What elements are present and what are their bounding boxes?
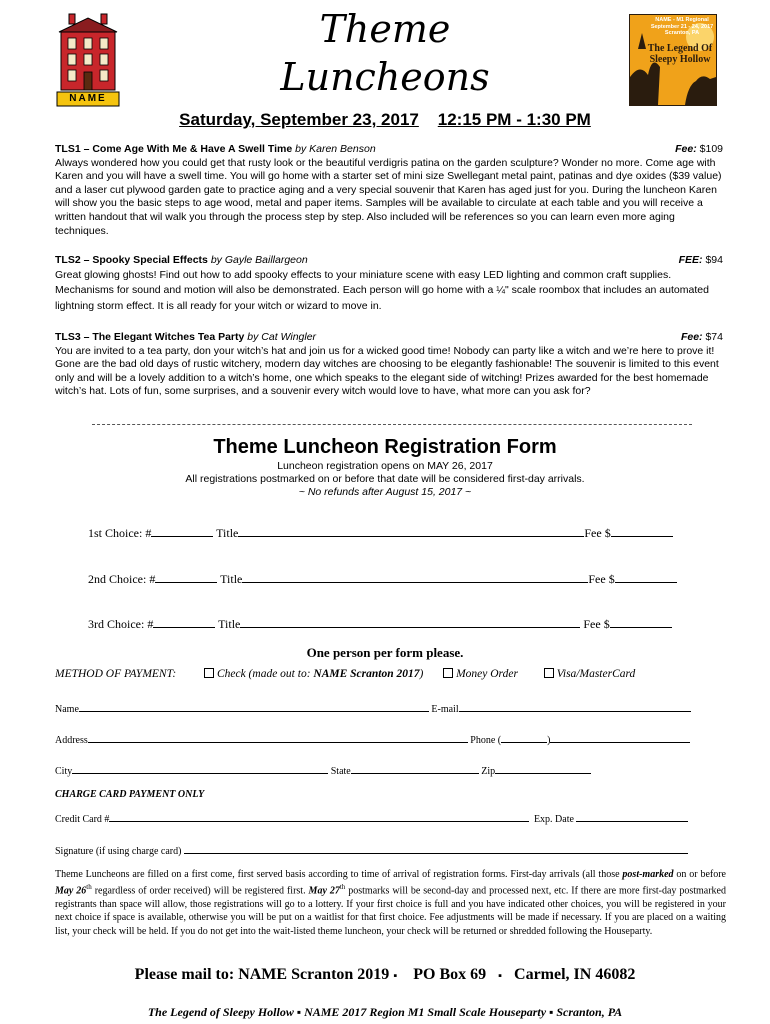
- credit-card-field[interactable]: [109, 810, 529, 822]
- event-time: 12:15 PM - 1:30 PM: [437, 110, 591, 129]
- name-email-row: Name E-mail: [55, 700, 691, 715]
- address-phone-row: Address Phone ( ): [55, 731, 690, 746]
- one-person-note: One person per form please.: [306, 645, 464, 660]
- event-tls3: [55, 331, 723, 399]
- event-instructor: by Karen Benson: [295, 143, 376, 155]
- mail-label: Please mail to: NAME Scranton 2019: [134, 966, 390, 983]
- po-box: PO Box 69: [413, 966, 487, 983]
- email-field[interactable]: [459, 700, 691, 712]
- check-option[interactable]: Check (made out to: NAME Scranton 2017): [204, 668, 423, 680]
- address-field[interactable]: [88, 731, 468, 743]
- state-field[interactable]: [351, 762, 479, 774]
- checkbox-icon[interactable]: [443, 668, 453, 678]
- bullet-icon: ▪: [498, 970, 503, 982]
- choice-fee-field[interactable]: [610, 616, 672, 628]
- payment-label: METHOD OF PAYMENT:: [55, 668, 177, 680]
- choice-row-1: 1st Choice: # Title Fee $: [88, 525, 673, 541]
- signature-row: Signature (if using charge card): [55, 842, 688, 857]
- card-option[interactable]: Visa/MasterCard: [544, 668, 636, 680]
- city-field[interactable]: [72, 762, 328, 774]
- event-title: TLS2 – Spooky Special Effects: [55, 254, 208, 266]
- cut-line-divider: [92, 424, 692, 425]
- choice-fee-field[interactable]: [615, 571, 677, 583]
- logo-text: NAME: [69, 93, 107, 104]
- refund-note: ~ No refunds after August 15, 2017 ~: [298, 486, 472, 498]
- event-date-line: [0, 110, 770, 130]
- event-tls1: [55, 143, 723, 238]
- city-state-zip-row: City State Zip: [55, 762, 591, 777]
- event-title: TLS3 – The Elegant Witches Tea Party: [55, 331, 245, 343]
- choice-number-field[interactable]: [151, 525, 213, 537]
- choice-row-3: 3rd Choice: # Title Fee $: [88, 616, 672, 632]
- choice-title-field[interactable]: [242, 571, 588, 583]
- badge-line3: Scranton, PA: [664, 30, 700, 36]
- money-order-option[interactable]: Money Order: [443, 668, 518, 680]
- badge-line2: September 21 - 24, 2017: [650, 23, 714, 30]
- event-tls2: [55, 254, 723, 314]
- event-description: You are invited to a tea party, don your witch’s hat and join us for a wicked good time! Nobody can party like a witch and we’re here to prove it! Gone are the bad old days of rustic witchery, modern day witches are choosing to be elegantly fashionable! The souvenir is limited to this event only and will be a lovely addition to a witch’s home, one which speaks to the elegant side of witching! Prizes awarded for the best homemade witch’s hat. Lots of fun, some surprises, and a souvenir every witch would love to have, what more can you ask for?: [55, 344, 719, 398]
- choice-title-field[interactable]: [238, 525, 584, 537]
- mail-city: Carmel, IN 46082: [514, 966, 636, 983]
- event-date: Saturday, September 23, 2017: [179, 110, 419, 129]
- signature-field[interactable]: [184, 842, 688, 854]
- badge-line1: NAME - M1 Regional: [655, 17, 709, 23]
- event-fee: $109: [699, 143, 723, 155]
- credit-card-row: Credit Card # Exp. Date: [55, 810, 688, 825]
- zip-field[interactable]: [495, 762, 591, 774]
- event-fee: $74: [705, 331, 723, 343]
- badge-title1: The Legend Of: [647, 43, 713, 54]
- fee-label: Fee:: [680, 331, 703, 343]
- choice-number-field[interactable]: [153, 616, 215, 628]
- badge-title2: Sleepy Hollow: [649, 54, 711, 65]
- registration-terms: Theme Luncheons are filled on a first come, first served basis according to time of arrival of registration forms. First-day arrivals (all those post-marked on or before May 26th regardless of order received) will be registered first. May 27th postmarks will be second-day and processed next, etc. If there are more first-day postmarked registrants than space will allow, those registrations will go to a lottery. If your first choice is full and you have indicated other choices, you will be registered in your next choice if space is available, otherwise you will be put on a waitlist for that first choice. Fee adjustments will be made if necessary. If you are placed on a waiting list, your check will be held. If you do not get into the wait-listed theme luncheon, your check will be returned or shredded following the Houseparty.: [55, 869, 726, 937]
- mailing-address: [0, 966, 770, 984]
- page-title-line1: Theme: [319, 7, 451, 51]
- event-instructor: by Cat Wingler: [247, 331, 317, 343]
- fee-label: Fee:: [675, 143, 697, 155]
- event-instructor: by Gayle Baillargeon: [210, 254, 308, 266]
- sleepy-hollow-badge: [629, 14, 717, 106]
- phone-field[interactable]: [550, 731, 690, 743]
- name-field[interactable]: [79, 700, 429, 712]
- choice-number-field[interactable]: [155, 571, 217, 583]
- event-description: Great glowing ghosts! Find out how to add spooky effects to your miniature scene with easy LED lighting and common craft supplies. Mechanisms for sound and motion will also be demonstrated. Each person will go home with a ¼" scale roombox that includes an automated lightning storm effect. It is all ready for your witch or wizard to move in.: [55, 268, 709, 312]
- choice-title-field[interactable]: [240, 616, 580, 628]
- footer-text: The Legend of Sleepy Hollow ▪ NAME 2017 Region M1 Small Scale Houseparty ▪ Scranton, PA: [147, 1005, 623, 1019]
- payment-method-row: [55, 668, 735, 680]
- form-title: Theme Luncheon Registration Form: [213, 436, 557, 458]
- event-fee: $94: [705, 254, 723, 266]
- charge-card-heading: CHARGE CARD PAYMENT ONLY: [55, 789, 205, 800]
- page-title-line2: Luncheons: [280, 55, 490, 99]
- registration-opens: Luncheon registration opens on MAY 26, 2017: [277, 460, 493, 472]
- checkbox-icon[interactable]: [544, 668, 554, 678]
- choice-row-2: 2nd Choice: # Title Fee $: [88, 571, 677, 587]
- event-description: Always wondered how you could get that rusty look or the beautiful verdigris patina on the garden sculpture? Wonder no more. Come age with Karen and you will have a swell time. You will go home with a starter set of mini size Swellegant metal paint, patinas and dye oxides ($39 value) and a laser cut plywood garden gate to practice aging and a very special souvenir that Karen has aged just for you. During the luncheon Karen will show you the basic steps to age wood, metal and paper items. Samples will be available to circulate at each table and you will receive a written handout that wil walk you through the process step by step. Also included will be references so you can learn even more aging techniques.: [55, 156, 722, 237]
- choice-fee-field[interactable]: [611, 525, 673, 537]
- fee-label: FEE:: [678, 254, 703, 266]
- phone-area-field[interactable]: [501, 731, 547, 743]
- exp-date-field[interactable]: [576, 810, 688, 822]
- postmark-note: All registrations postmarked on or before that date will be considered first-day arrivals.: [185, 473, 585, 485]
- event-title: TLS1 – Come Age With Me & Have A Swell Time: [55, 143, 293, 155]
- bullet-icon: ▪: [393, 970, 398, 982]
- checkbox-icon[interactable]: [204, 668, 214, 678]
